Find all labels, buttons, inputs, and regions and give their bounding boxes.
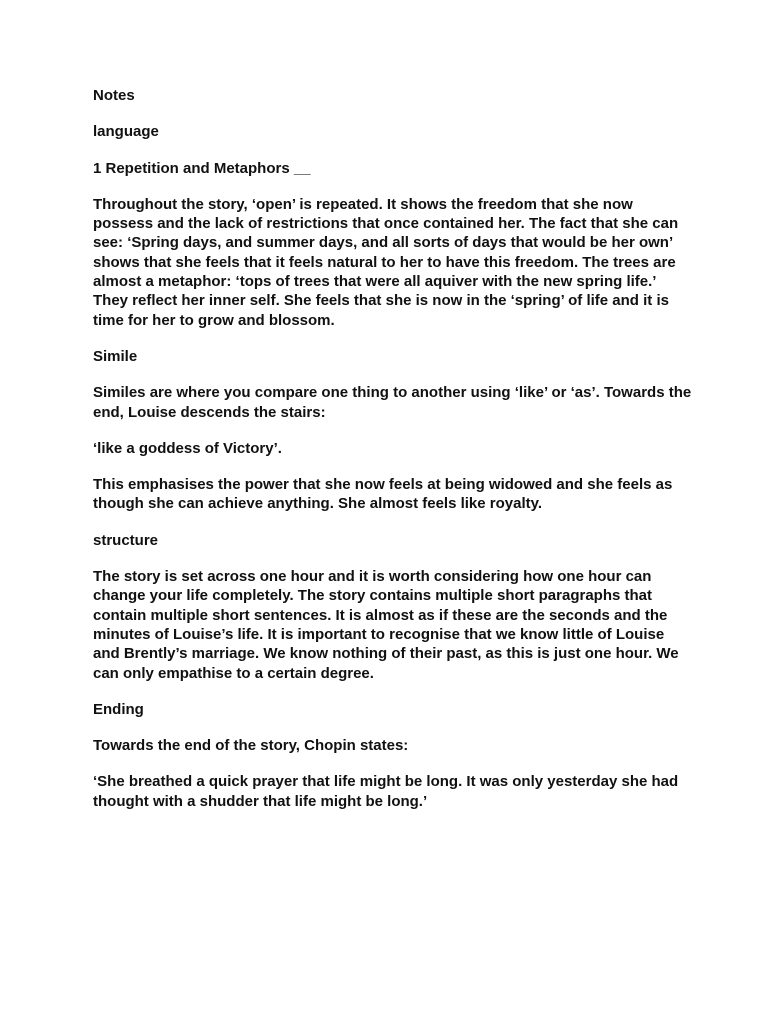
section-heading-simile: Simile bbox=[93, 347, 138, 365]
section-heading-structure: structure bbox=[93, 531, 159, 549]
section-heading-language: language bbox=[93, 123, 159, 141]
document-title: Notes bbox=[93, 87, 135, 104]
paragraph-repetition: Throughout the story, ‘open’ is repeated. It shows the freedom that she now possess and the lack of restrictions that once contained her. The fact that she can see: ‘Spring days, and summer days, and all sorts of days that would be her own’ shows that she feels that it feels natural to her to have this freedom. The trees are almost a metaphor: ‘tops of trees that were all aquiver with the new spring life.’ They reflect her inner self. She feels that she is now in the ‘spring’ of life and it is time for her to grow and blossom. bbox=[93, 195, 679, 329]
quote-ending: ‘She breathed a quick prayer that life might be long. It was only yesterday she had thought with a shudder that life might be long.’ bbox=[93, 773, 679, 810]
paragraph-simile-analysis: This emphasises the power that she now feels at being widowed and she feels as though she can achieve anything. She almost feels like royalty. bbox=[93, 476, 673, 513]
subheading-repetition-metaphors: 1 Repetition and Metaphors __ bbox=[93, 159, 311, 177]
section-heading-ending: Ending bbox=[93, 700, 144, 718]
paragraph-simile: Similes are where you compare one thing to another using ‘like’ or ‘as’. Towards the end, Louise descends the stairs: bbox=[93, 384, 692, 421]
quote-simile: ‘like a goddess of Victory’. bbox=[93, 439, 282, 457]
paragraph-ending: Towards the end of the story, Chopin states: bbox=[93, 737, 409, 755]
paragraph-structure: The story is set across one hour and it is worth considering how one hour can change your life completely. The story contains multiple short paragraphs that contain multiple short sentences. It is almost as if these are the seconds and the minutes of Louise’s life. It is important to recognise that we know little of Louise and Brently’s marriage. We know nothing of their past, as this is just one hour. We can only empathise to a certain degree. bbox=[93, 568, 679, 682]
document-page bbox=[93, 86, 693, 828]
